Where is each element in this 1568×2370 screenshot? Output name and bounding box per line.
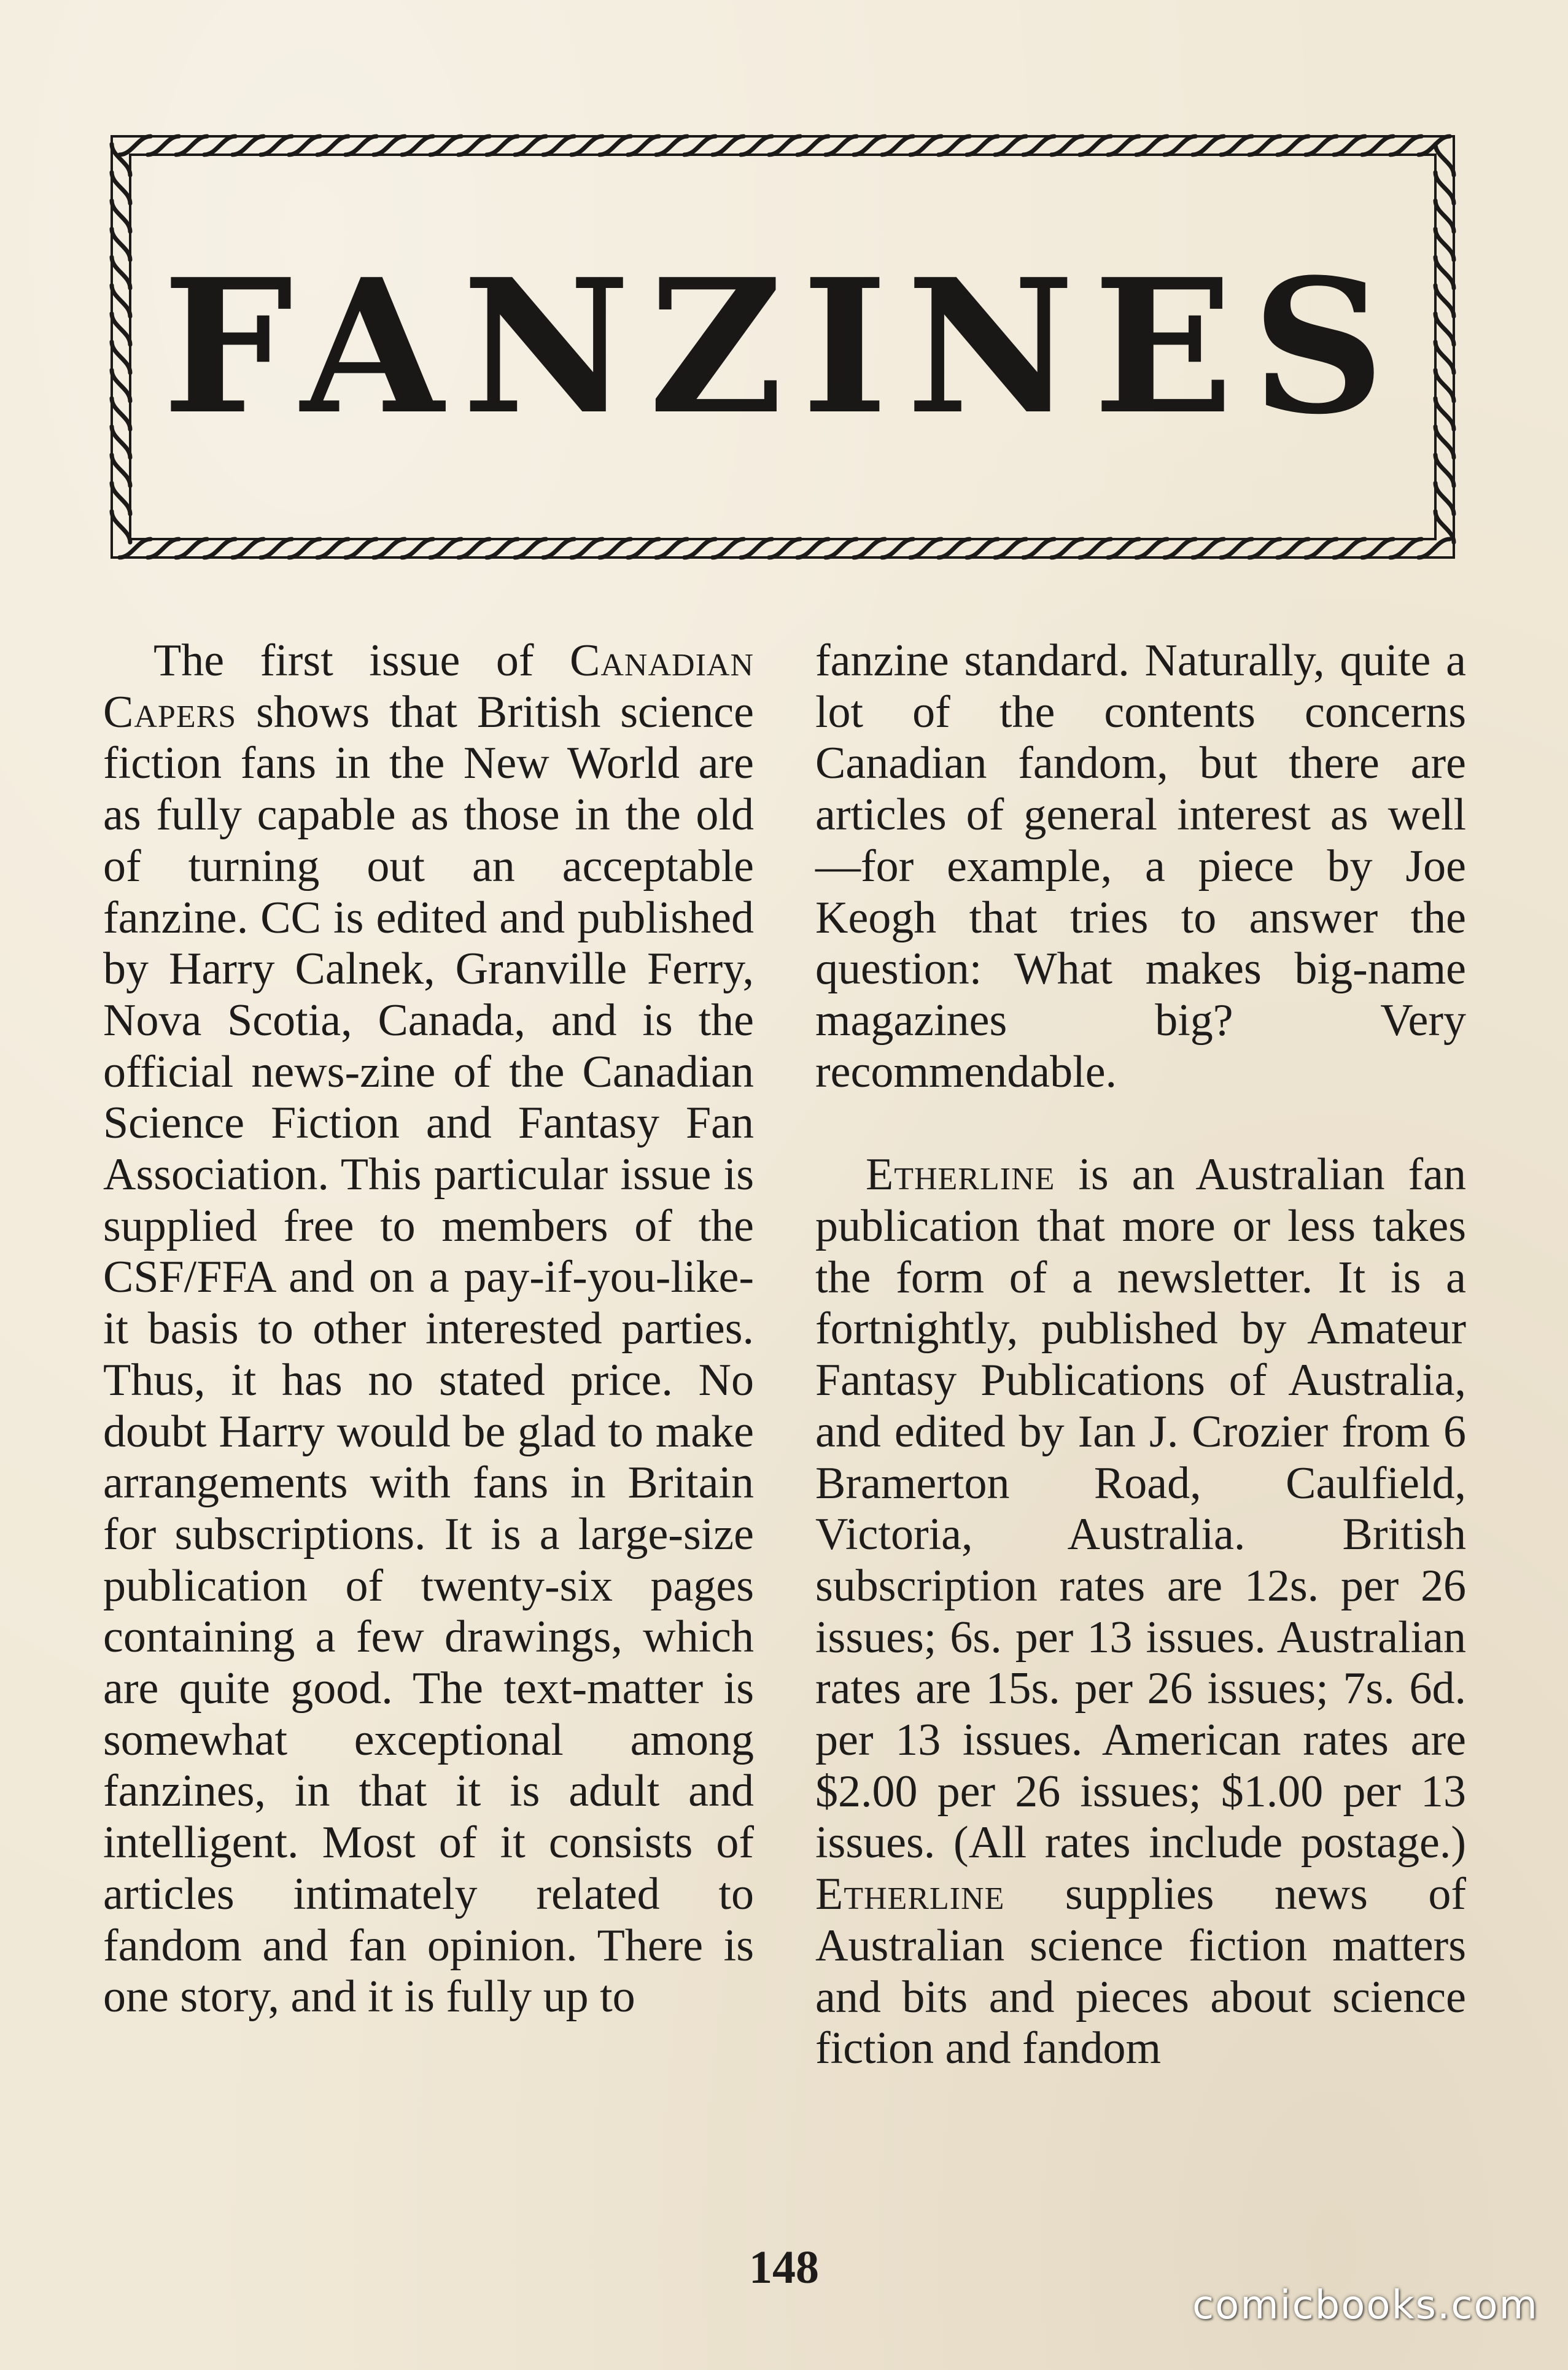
- paragraph-text: supplies news of Australian science fiction matters and bits and pieces about science fiction and fandom: [815, 1869, 1466, 2074]
- paragraph-text: shows that British science fiction fans in the New World are as fully capable as those in the old of turning out an acceptable fanzine. CC is edited and published by Harry Calnek, Granville Ferry, Nova Scotia, Canada, and is the official news-zine of the Canadian Science Fiction and Fantasy Fan Association. This particular issue is supplied free to members of the CSF/FFA and on a pay-if-you-like-it basis to other interested parties. Thus, it has no stated price. No doubt Harry would be glad to make arrangements with fans in Britain for subscriptions. It is a large-size publication of twenty-six pages containing a few drawings, which are quite good. The text-matter is somewhat exceptional among fanzines, in that it is adult and intelligent. Most of it consists of articles intimately related to fandom and fan opinion. There is one story, and it is fully up to: [103, 686, 754, 2022]
- magazine-title: Etherline: [866, 1149, 1055, 1200]
- magazine-title: Canadian Capers: [103, 635, 754, 737]
- paragraph-etherline: [815, 1149, 1466, 2075]
- page-number: 148: [749, 2242, 819, 2293]
- paragraph-gap: [815, 1098, 1466, 1149]
- paragraph-continued: fanzine standard. Naturally, quite a lot of the contents concerns Canadian fandom, but there are articles of general interest as well—for example, a piece by Joe Keogh that tries to answer the question: What makes big-name magazines big? Very recommendable.: [815, 635, 1466, 1097]
- paragraph-lead: The first issue of: [153, 635, 570, 686]
- watermark: comicbooks.com: [1192, 2283, 1539, 2328]
- column-left: [103, 635, 754, 2023]
- column-right: [815, 635, 1466, 2075]
- page-title: FANZINES: [162, 238, 1403, 455]
- title-frame: [107, 132, 1458, 562]
- paragraph-text: is an Australian fan publication that more or less takes the form of a newsletter. It is a fortnightly, published by Amateur Fantasy Publications of Australia, and edited by Ian J. Crozier from 6 Bramerton Road, Caulfield, Victoria, Australia. British subscription rates are 12s. per 26 issues; 6s. per 13 issues. Australian rates are 15s. per 26 issues; 7s. 6d. per 13 issues. American rates are $2.00 per 26 issues; $1.00 per 13 issues. (All rates include postage.): [815, 1149, 1466, 1868]
- paragraph-canadian-capers: [103, 635, 754, 2023]
- magazine-title: Etherline: [815, 1869, 1005, 1920]
